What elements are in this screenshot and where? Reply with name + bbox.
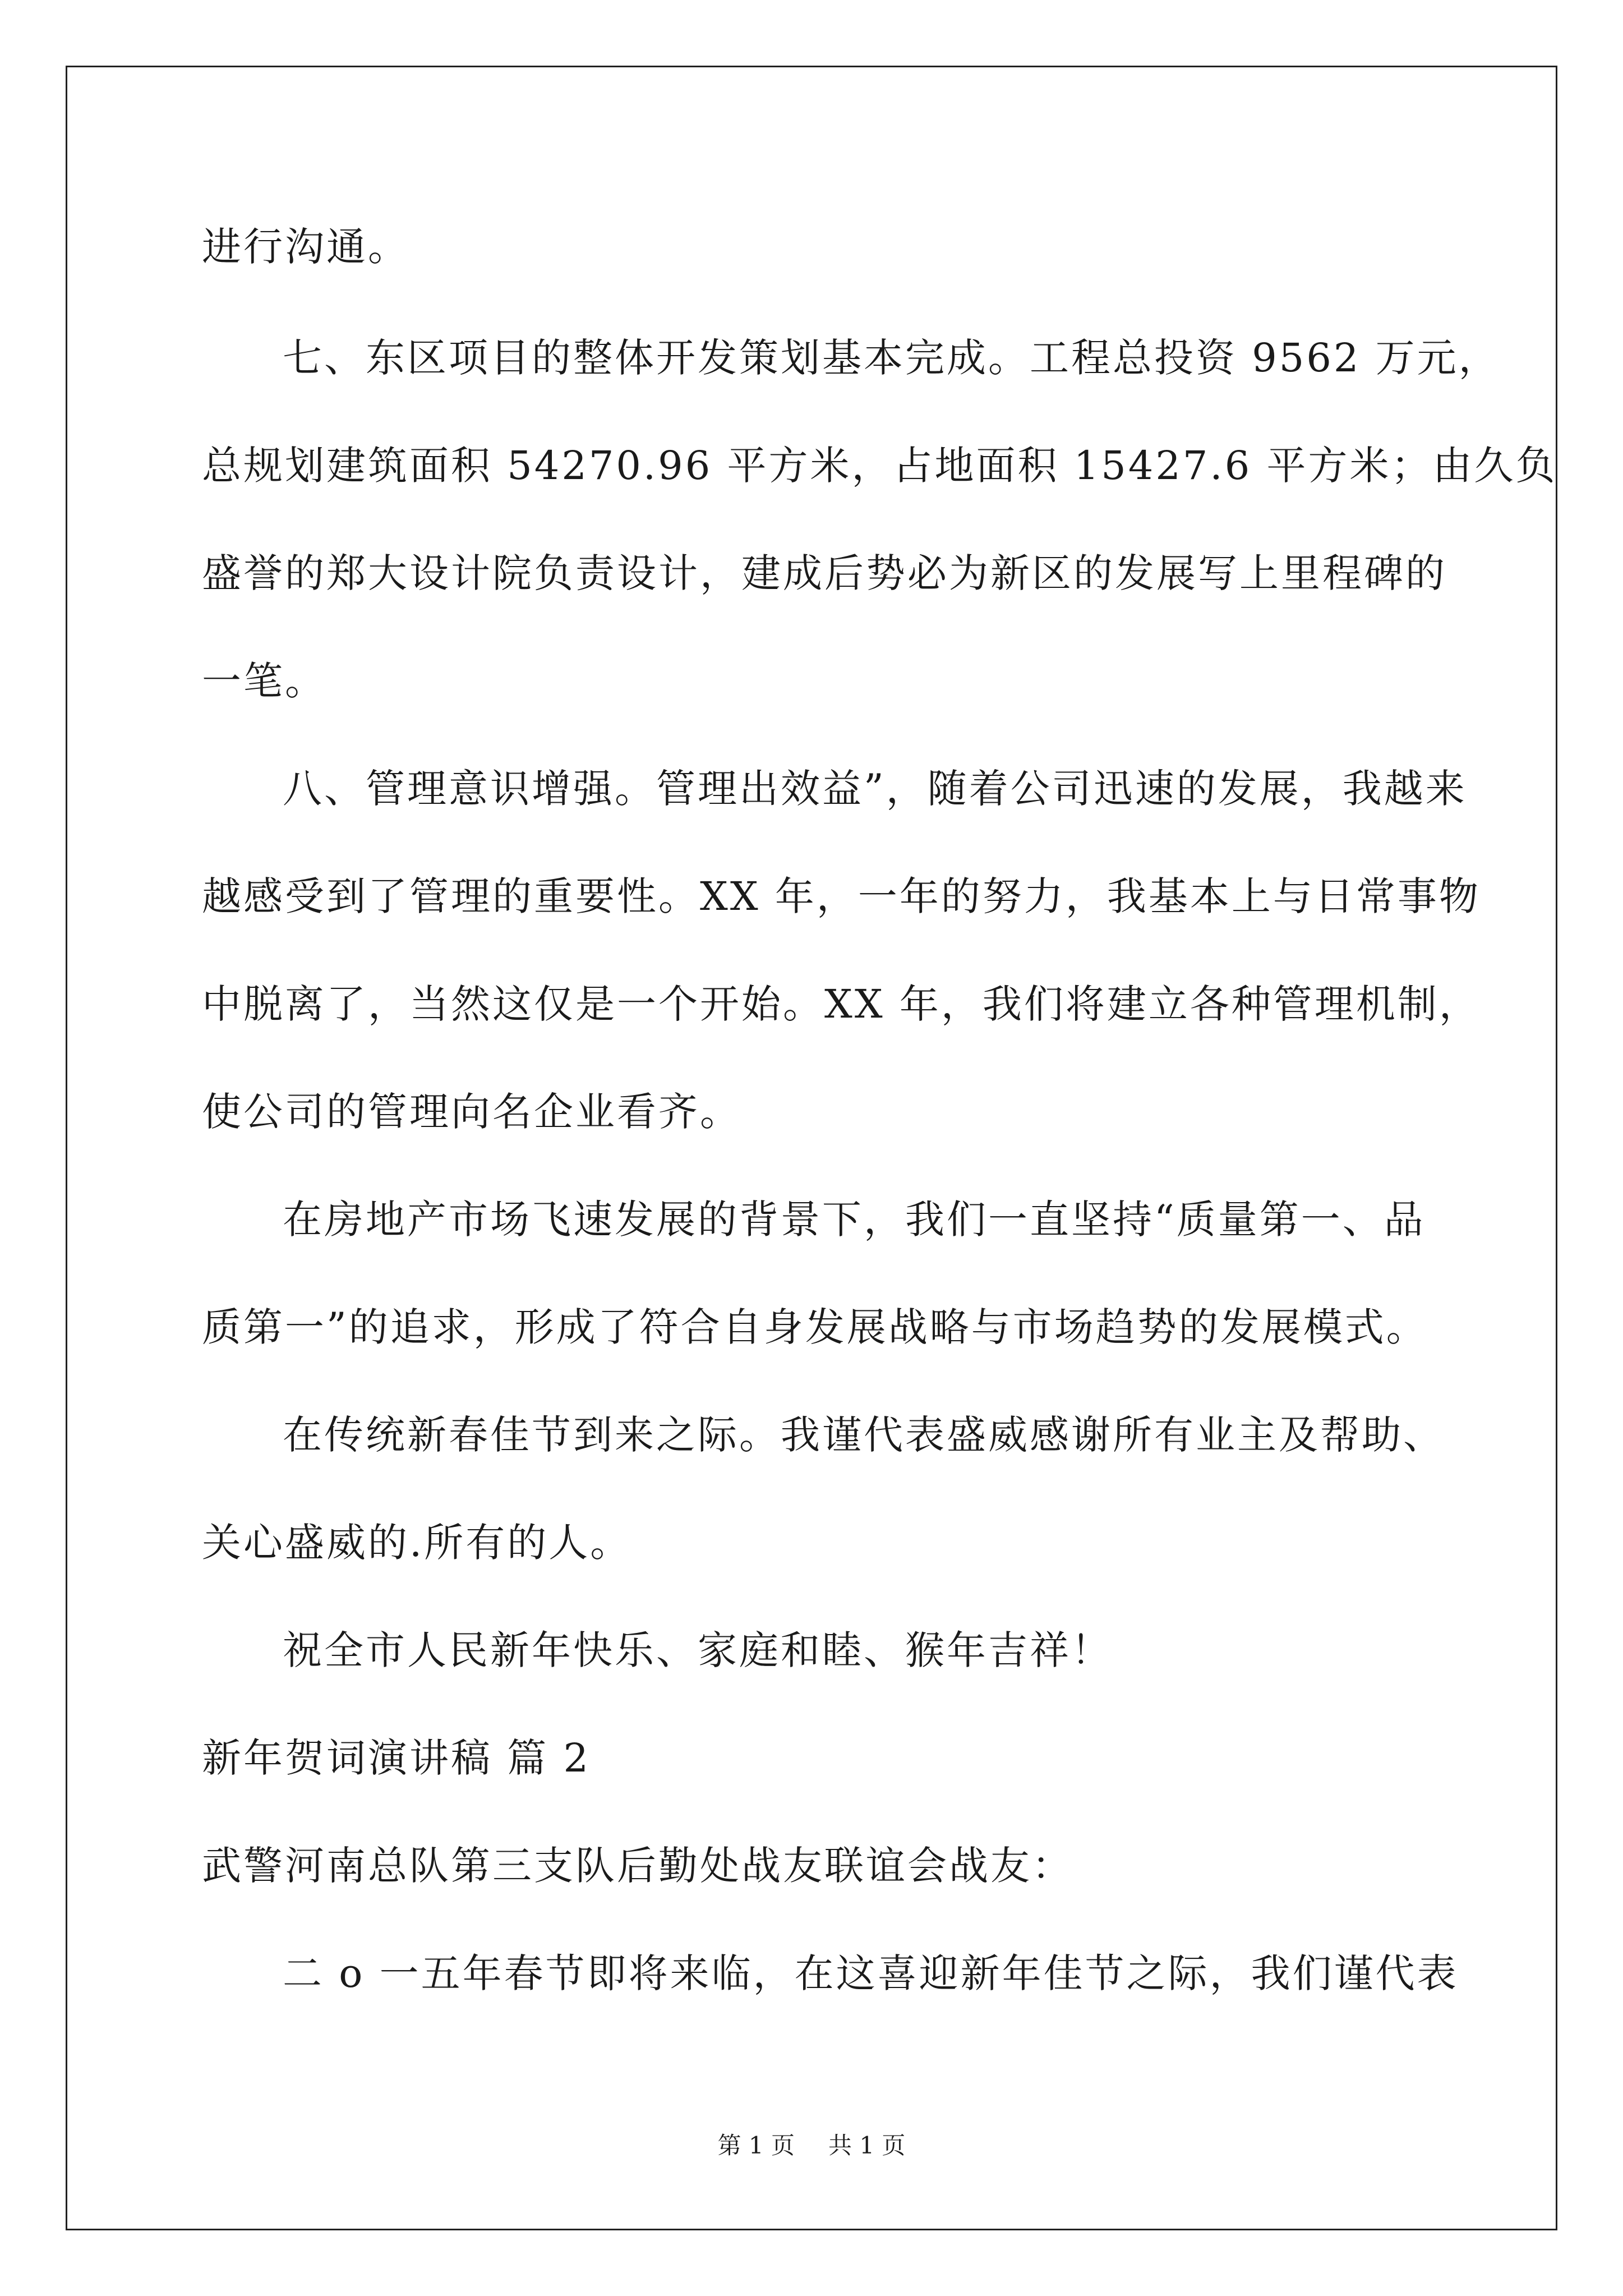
salutation-line: 武警河南总队第三支队后勤处战友联谊会战友： bbox=[202, 1843, 1073, 1889]
page-border bbox=[66, 66, 1557, 2230]
text-line: 关心盛威的.所有的人。 bbox=[202, 1520, 632, 1566]
text-line: 二 o 一五年春节即将来临，在这喜迎新年佳节之际，我们谨代表 bbox=[283, 1950, 1459, 1996]
text-line: 中脱离了，当然这仅是一个开始。XX 年，我们将建立各种管理机制， bbox=[202, 981, 1481, 1027]
text-line: 总规划建筑面积 54270.96 平方米，占地面积 15427.6 平方米；由久负 bbox=[202, 443, 1557, 489]
page-footer bbox=[0, 2129, 1623, 2162]
text-line: 使公司的管理向名企业看齐。 bbox=[202, 1089, 741, 1135]
page-total: 共 1 页 bbox=[828, 2132, 906, 2159]
text-line: 祝全市人民新年快乐、家庭和睦、猴年吉祥！ bbox=[283, 1627, 1113, 1673]
text-line: 一笔。 bbox=[202, 658, 326, 704]
text-line: 盛誉的郑大设计院负责设计，建成后势必为新区的发展写上里程碑的 bbox=[202, 550, 1447, 596]
text-line: 越感受到了管理的重要性。XX 年，一年的努力，我基本上与日常事物 bbox=[202, 873, 1481, 919]
text-line: 进行沟通。 bbox=[202, 224, 409, 270]
text-line: 八、管理意识增强。管理出效益”，随着公司迅速的发展，我越来 bbox=[283, 766, 1467, 812]
text-line: 在房地产市场飞速发展的背景下，我们一直坚持“质量第一、品 bbox=[283, 1197, 1426, 1243]
text-line: 质第一”的追求，形成了符合自身发展战略与市场趋势的发展模式。 bbox=[202, 1304, 1428, 1350]
text-line: 在传统新春佳节到来之际。我谨代表盛威感谢所有业主及帮助、 bbox=[283, 1412, 1445, 1458]
text-line: 七、东区项目的整体开发策划基本完成。工程总投资 9562 万元， bbox=[283, 335, 1500, 381]
section-heading: 新年贺词演讲稿 篇 2 bbox=[202, 1735, 591, 1781]
page-number: 第 1 页 bbox=[717, 2132, 795, 2159]
